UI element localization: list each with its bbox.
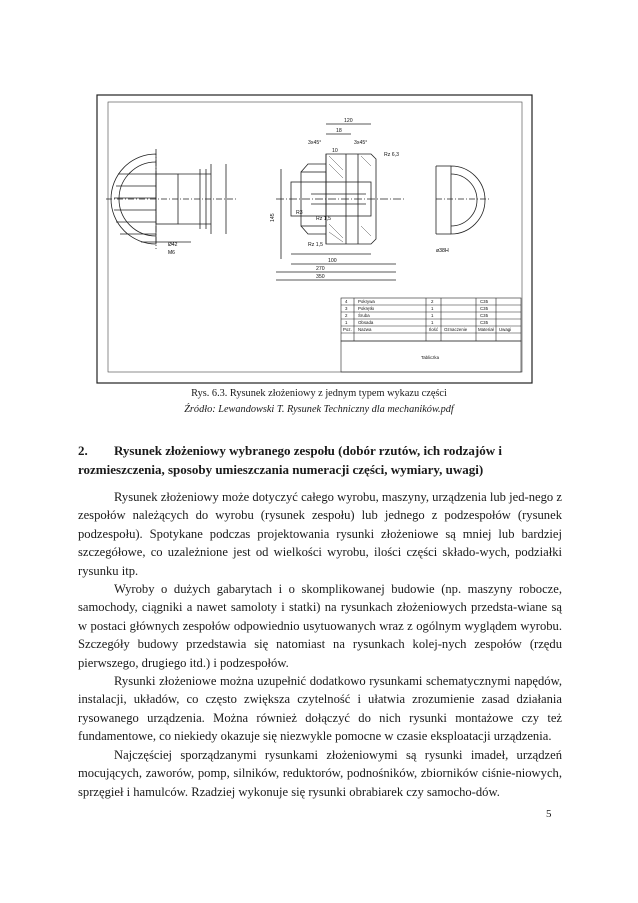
parts-cell: Pokrętło: [358, 306, 375, 311]
drawing-dim-label: 270: [316, 266, 325, 272]
parts-header: Nazwa: [358, 327, 372, 332]
parts-header: Materiał: [478, 327, 494, 332]
section-number: 2.: [78, 443, 88, 458]
drawing-dim-label: Ø42: [168, 242, 178, 248]
drawing-dim-label: 3x45°: [354, 140, 368, 146]
parts-header: Poz.: [343, 327, 352, 332]
paragraph: Wyroby o dużych gabarytach i o skomplikowanej budowie (np. maszyny robocze, samochody, ciągniki a nawet samoloty i statki) na rysunkach złożeniowych przedsta-wiane są w postaci głównych zespołów odpowiednio usytuowanych wraz z ogólnym wyglądem wyrobu. Szczegóły budowy przedstawia się natomiast na rysunkach kolej-nych zespołów (rzędu pierwszego, drugiego itd.) i podzespołów.: [78, 582, 562, 670]
drawing-dim-label: 100: [328, 258, 337, 264]
left-view: [106, 149, 236, 249]
figure-source: Źródło: Lewandowski T. Rysunek Techniczny dla mechaników.pdf: [184, 404, 454, 415]
drawing-dim-label: ø38H: [436, 248, 449, 254]
title-block-label: Tabliczka: [421, 355, 440, 360]
parts-header: Uwagi: [499, 327, 512, 332]
parts-cell: C35: [480, 299, 489, 304]
drawing-dim-label: 350: [316, 274, 325, 280]
parts-cell: 3: [345, 306, 348, 311]
drawing-dim-label: 3x45°: [308, 140, 322, 146]
drawing-dim-label: Rz 1,5: [308, 242, 323, 248]
drawing-dim-label: 120: [344, 118, 353, 124]
parts-cell: 2: [345, 313, 348, 318]
parts-cell: 1: [345, 320, 348, 325]
paragraph: Najczęściej sporządzanymi rysunkami złożeniowymi są rysunki imadeł, urządzeń mocujących, zaworów, pomp, silników, reduktorów, podnośników, zbiorników ciśnie-niowych, sprzęgieł i hamulców. Rzadziej wykonuje się rysunki obrabiarek czy samocho-dów.: [78, 747, 562, 799]
assembly-drawing: [96, 94, 533, 384]
paragraph: Rysunek złożeniowy może dotyczyć całego wyrobu, maszyny, urządzenia lub jed-nego z zespołów należących do wyrobu (rysunek zespołu) lub jednego z podzespołów (rysunek podzespołu). Spotykane podczas projektowania rysunki złożeniowe są mniej lub bardziej szczegółowe, co uzależnione jest od wielkości wyrobu, ilości części składo-wych, podziałki rysunku itp.: [78, 490, 562, 578]
page-number: 5: [546, 808, 552, 820]
right-view: [436, 166, 491, 234]
parts-header: Oznaczenie: [444, 327, 468, 332]
parts-cell: 1: [431, 306, 434, 311]
parts-cell: Pokrywa: [358, 299, 375, 304]
figure-caption: Rys. 6.3. Rysunek złożeniowy z jednym typem wykazu części: [191, 388, 447, 399]
drawing-dim-label: R3: [296, 210, 303, 216]
parts-cell: Obsada: [358, 320, 374, 325]
parts-cell: 1: [431, 320, 434, 325]
parts-cell: 1: [431, 313, 434, 318]
body-text: [78, 488, 562, 801]
parts-cell: 4: [345, 299, 348, 304]
paragraph: Rysunki złożeniowe można uzupełnić dodatkowo rysunkami schematycznymi napędów, instalacji, układów, co często zwiększa czytelność i ułatwia zrozumienie zasad działania rysowanego urządzenia. Można również dołączyć do nich rysunki montażowe czy też fundamentowe, co niekiedy okazuje się niezwykle pomocne w czasie eksploatacji urządzenia.: [78, 674, 562, 744]
parts-cell: C35: [480, 313, 489, 318]
parts-header: Ilość: [429, 327, 439, 332]
parts-cell: C35: [480, 320, 489, 325]
parts-cell: 2: [431, 299, 434, 304]
drawing-dim-label: 18: [336, 128, 342, 134]
parts-cell: Śruba: [358, 313, 370, 318]
technical-drawing-figure: [96, 94, 533, 384]
drawing-dim-label: Rz 6,3: [384, 152, 399, 158]
drawing-dim-label: Rz 1,5: [316, 216, 331, 222]
drawing-dim-label: 10: [332, 148, 338, 154]
main-section-view: [276, 124, 406, 280]
section-heading: [78, 441, 562, 479]
drawing-dim-label: M6: [168, 250, 175, 256]
parts-cell: C35: [480, 306, 489, 311]
drawing-dim-label: 145: [270, 213, 276, 222]
section-title: Rysunek złożeniowy wybranego zespołu (dobór rzutów, ich rodzajów i rozmieszczenia, sposoby umieszczania numeracji części, wymiary, uwagi): [78, 443, 502, 477]
